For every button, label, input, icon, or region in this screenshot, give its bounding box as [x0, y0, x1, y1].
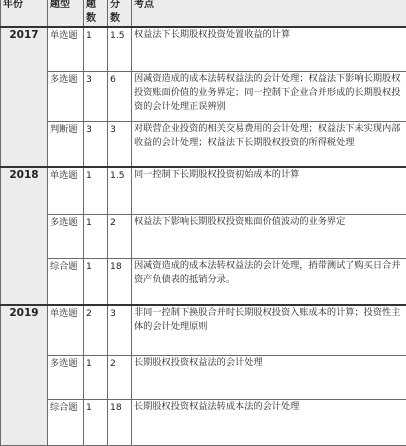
table-body: [1, 27, 406, 445]
header-type: 题型: [48, 0, 84, 27]
table-row: [1, 71, 406, 121]
points-cell: 权益法下影响长期股权投资账面价值波动的业务界定: [132, 214, 406, 258]
header-count: 题数: [84, 0, 108, 27]
count-cell: 3: [84, 71, 108, 121]
type-cell: 单选题: [48, 167, 84, 214]
score-cell: 2: [108, 214, 132, 258]
year-cell: 2017: [1, 27, 48, 167]
score-cell: 3: [108, 305, 132, 355]
table-row: [1, 121, 406, 167]
count-cell: 2: [84, 305, 108, 355]
count-cell: 1: [84, 258, 108, 305]
table-row: [1, 214, 406, 258]
year-cell: 2018: [1, 167, 48, 305]
type-cell: 综合题: [48, 399, 84, 445]
type-cell: 单选题: [48, 305, 84, 355]
table-row: [1, 27, 406, 71]
type-cell: 判断题: [48, 121, 84, 167]
table-row: [1, 167, 406, 214]
type-cell: 多选题: [48, 355, 84, 399]
table-row: [1, 258, 406, 305]
type-cell: 多选题: [48, 71, 84, 121]
table-row: [1, 355, 406, 399]
score-cell: 2: [108, 355, 132, 399]
count-cell: 1: [84, 27, 108, 71]
points-cell: 对联营企业投资的相关交易费用的会计处理；权益法下未实现内部收益的会计处理；权益法下长期股权投资的所得税处理: [132, 121, 406, 167]
header-year: 年份: [1, 0, 48, 27]
type-cell: 单选题: [48, 27, 84, 71]
count-cell: 3: [84, 121, 108, 167]
points-cell: 长期股权投资权益法转成本法的会计处理: [132, 399, 406, 445]
score-cell: 1.5: [108, 27, 132, 71]
score-cell: 18: [108, 258, 132, 305]
table-row: [1, 305, 406, 355]
points-cell: 长期股权投资权益法的会计处理: [132, 355, 406, 399]
points-cell: 因减资造成的成本法转权益法的会计处理，捎带测试了购买日合并资产负债表的抵销分录。: [132, 258, 406, 305]
table-row: [1, 399, 406, 445]
year-cell: 2019: [1, 305, 48, 445]
type-cell: 多选题: [48, 214, 84, 258]
score-cell: 18: [108, 399, 132, 445]
score-cell: 1.5: [108, 167, 132, 214]
table-header: [1, 0, 406, 27]
count-cell: 1: [84, 214, 108, 258]
score-cell: 6: [108, 71, 132, 121]
count-cell: 1: [84, 399, 108, 445]
score-cell: 3: [108, 121, 132, 167]
points-cell: 因减资造成的成本法转权益法的会计处理；权益法下影响长期股权投资账面价值的业务界定；同一控制下企业合并形成的长期股权投资的会计处理正误辨别: [132, 71, 406, 121]
points-cell: 同一控制下长期股权投资初始成本的计算: [132, 167, 406, 214]
points-cell: 权益法下长期股权投资处置收益的计算: [132, 27, 406, 71]
count-cell: 1: [84, 167, 108, 214]
points-cell: 非同一控制下换股合并时长期股权投资入账成本的计算；投资性主体的会计处理原则: [132, 305, 406, 355]
header-points: 考点: [132, 0, 406, 27]
count-cell: 1: [84, 355, 108, 399]
header-score: 分数: [108, 0, 132, 27]
type-cell: 综合题: [48, 258, 84, 305]
